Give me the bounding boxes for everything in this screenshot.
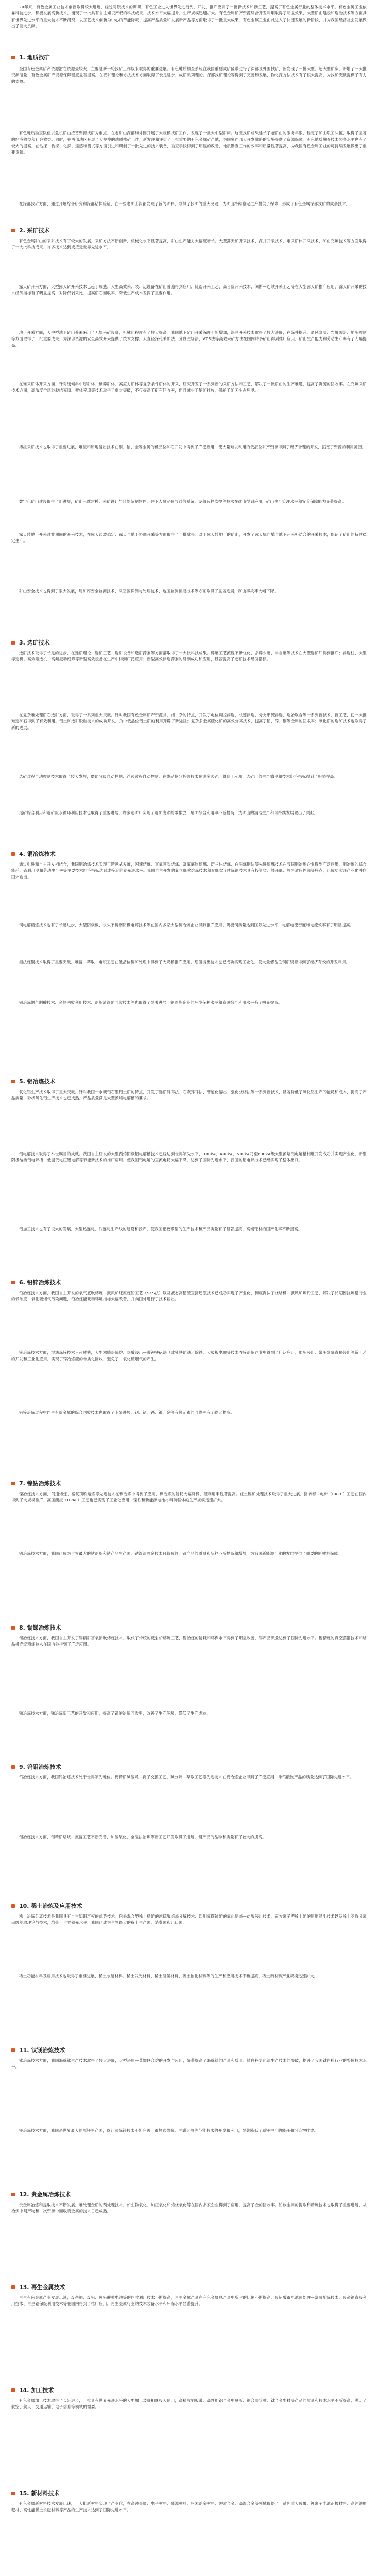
- section-title: 3. 选矿技术: [19, 639, 50, 646]
- section-title: 10. 稀土冶炼及应用技术: [19, 1903, 82, 1909]
- section-heading: [11, 638, 367, 650]
- section-paragraph: 有色地质勘查队伍以危机矿山接替资源找矿为重点，在老矿山深部和外围开展了大规模找矿工作，发现了一批大中型矿床。这些找矿成果延长了老矿山的服务年限，稳定了矿山职工队伍，取得了显著的经济效益和社会效益。同时，在西部地区开展了大规模的地质找矿工作，新发现和评价了一批重要的有色金属矿产地，为国家西部大开发战略的实施提供了资源保障。有色地质勘查技术装备水平也有了较大的提高，在钻探、物探、化探、遥感和测试等方面引进和研制了一批先进的技术装备，勘查手段得到了明显的改善，地质勘查工作的效率和质量显著提高，为我国有色金属工业的可持续发展做出了重要贡献。: [11, 131, 367, 155]
- section-paragraph: 在复杂难处理矿石选矿方面，取得了一系列重大突破。针对我国有色金属矿产资源贫、细、杂的特点，开发了电位调控浮选、快速浮选、分支串流浮选、选冶联合等一系列新技术、新工艺，使一大批难选矿石得到了有效利用。铝土矿选矿脱硅技术的成功开发，为中低品位铝土矿的利用开辟了新途径；复杂多金属硫化矿的高效分离技术，提高了铅、锌、铜等金属的回收率；氧化矿的选矿技术也取得了新的进展。: [11, 713, 367, 730]
- section-title: 4. 铜冶炼技术: [19, 851, 56, 857]
- section-paragraph: 数字化矿山建设取得了新进展，矿山三维建模、采矿设计与计划编制软件、井下人员定位与通信系统、设备远程监控等技术在矿山得到应用，矿山生产管理水平和安全保障能力显著提高。: [19, 499, 346, 504]
- section-title: 15. 新材料技术: [19, 2490, 60, 2497]
- heading-bullet-icon: [11, 1904, 15, 1908]
- section-heading: [11, 1278, 367, 1290]
- heading-bullet-icon: [11, 1626, 15, 1630]
- section-paragraph: 锡冶炼技术方面，我国自主开发了锡精矿富氧顶吹熔炼技术，取代了传统的反射炉熔炼工艺，锡冶炼的能耗和环保水平得到了明显改善，锡产品质量达到了国际先进水平。锡精炼的真空蒸馏技术和结晶机连续精炼技术在国内外得到了广泛应用。: [11, 1636, 367, 1647]
- section-title: 13. 再生金属技术: [19, 2284, 65, 2291]
- heading-bullet-icon: [11, 1080, 15, 1083]
- heading-bullet-icon: [11, 2388, 15, 2392]
- section-paragraph: 稀土功能材料及应用技术也取得了重要进展，稀土永磁材料、稀土发光材料、稀土储氢材料、稀土催化材料等的生产和应用技术不断提高，稀土新材料产业规模迅速扩大。: [19, 1974, 318, 1978]
- section-title: 14. 加工技术: [19, 2387, 54, 2394]
- section-paragraph: 露天转地下开采过渡期间的开采技术，在露天边坡稳定、露天与地下协调开采等方面取得了一批成果。对于露天转地下的矿山，开发了露天坑回填与地下开采相结合的开采技术，保证了矿山的持续稳定生产。: [11, 532, 367, 544]
- section-paragraph: 镁冶炼技术方面，我国是世界最大的原镁生产国，皮江法炼镁技术不断完善，蓄热式燃烧、竖罐还原等节能技术的开发和应用，显著降低了原镁生产的能耗和污染物排放。: [19, 2128, 318, 2133]
- section-paragraph: 钛冶炼技术方面，我国海绵钛生产技术取得了较大进展，大型还原—蒸馏联合炉的开发与应用，显著提高了海绵钛的产量和质量。钛白粉氯化法生产技术的突破，提升了我国钛白粉行业的整体技术水平。: [11, 2058, 367, 2070]
- section-title: 8. 锡锑冶炼技术: [19, 1624, 61, 1631]
- section-title: 12. 贵金属冶炼技术: [19, 2191, 71, 2198]
- heading-bullet-icon: [11, 2492, 15, 2495]
- heading-bullet-icon: [11, 1482, 15, 1485]
- section-paragraph: 再生有色金属产业发展迅速，废杂铜、废铝、废铅酸蓄电池等的回收利用技术不断提高，再生金属产量在有色金属总产量中所占的比例不断提高。废铅酸蓄电池预处理—富氧熔炼技术、废杂铜直接利用技术、再生铝保级利用技术等在国内得到了推广应用，再生金属行业的技术装备水平和环保水平显著提升。: [11, 2295, 367, 2307]
- heading-bullet-icon: [11, 641, 15, 645]
- section-title: 11. 钛镁冶炼技术: [19, 2047, 65, 2054]
- section-heading: [11, 1077, 367, 1089]
- section-paragraph: 铜电解精炼技术也有了长足进步，大型阴极板、永久不锈钢阴极电解技术等在国内多家大型铜冶炼企业得到推广应用，阴极铜质量达到国际先进水平，电解电流密度和电流效率有了明显提高。: [19, 923, 354, 927]
- section-paragraph: 湿法炼铜技术取得了重要突破，堆浸—萃取—电积工艺在低品位铜矿处理中得到了大规模推广应用，细菌浸出技术也已成功实现工业化，使大量低品位铜矿资源得到了经济有效的开发利用。: [19, 960, 350, 964]
- section-heading: [11, 1479, 367, 1491]
- section-paragraph: 矿山安全技术也得到了很大发展，尾矿库安全监测技术、采空区探测与处理技术、地压监测预报技术等方面取得了显著进展，矿山事故率大幅下降。: [19, 589, 279, 594]
- section-heading: [11, 1623, 367, 1635]
- section-heading: [11, 1762, 367, 1774]
- section-title: 7. 镍钴冶炼技术: [19, 1480, 61, 1487]
- section-paragraph: 地下开采方面，大中型地下矿山普遍采用了无轨采矿设备，机械化程度有了较大提高。我国地下矿山开采深度不断增加，深井开采技术取得了较大进展，在深井提升、通风降温、岩爆防治、地压控制等方面取得了一批重要成果，为深部资源的安全高效开采提供了技术支撑。大直径深孔采矿法、分段空场法、VCR法等高效采矿方法在国内许多矿山得到推广应用，矿山生产能力和劳动生产率有了大幅提高。: [11, 330, 367, 348]
- heading-bullet-icon: [11, 2285, 15, 2289]
- section-title: 5. 铝冶炼技术: [19, 1078, 56, 1085]
- section-paragraph: 通过引进和自主开发相结合，我国铜冶炼技术实现了跨越式发展，闪速熔炼、富氧顶吹熔炼、富氧底吹熔炼、诺兰达熔炼、白银炼铜法等先进熔炼技术在我国铜冶炼企业得到广泛应用，铜冶炼的综合能耗、硫利用率和劳动生产率等主要技术经济指标达到或接近世界先进水平。我国自主开发的氧气底吹熔炼技术和双底吹连续炼铜技术具有投资省、能耗低、原料适应性强等特点，已成功实现产业化并向国外输出。: [11, 862, 367, 879]
- section-heading: [11, 2385, 367, 2398]
- section-paragraph: 在深部找矿方面，通过开展综合研究和深部钻探验证，在一些老矿山深部发现了新的矿体，取得了找矿的重大突破，为矿山持续稳定生产提供了保障，形成了有色金属深部找矿的成套技术。: [19, 201, 350, 206]
- section-paragraph: 铝电解技术取得了举世瞩目的成就。我国自主研发的大型预焙阳极铝电解槽技术已经达到世界领先水平，300kA、400kA、500kA乃至600kA级大型预焙铝电解槽相继开发成功并实现产业化，新型阴极结构铝电解槽、低温低电压铝电解等节能新技术的推广应用，使我国铝电解的直流电耗大幅下降，达到了国际先进水平，我国的铝电解技术已经实现了整体出口。: [11, 1151, 367, 1163]
- section-paragraph: 全国有色金属矿产资源潜在资源量较大，主要是新一轮找矿工作以来取得的重要进展。有色地质勘查系统在我国重要成矿区带进行了深部及外围找矿，新发现了一批大型、超大型矿床，新增了一大批资源储量，有色金属矿产资源保障程度显著提高。在找矿理论和方法技术方面取得了长足进步，成矿系列理论、深部找矿理论等得到了完善和发展，物化探方法技术有了很大提高，为找矿突破提供了有力的支撑。: [11, 66, 367, 84]
- section-paragraph: 铜冶炼烟气制酸技术、余热回收利用技术、冶炼渣选矿回收技术等也取得了显著进展，铜冶炼企业的环境保护水平和资源综合利用水平有了明显提高。: [19, 1000, 282, 1005]
- section-title: 2. 采矿技术: [19, 227, 50, 234]
- section-paragraph: 溶浸采矿技术也取得了重要进展，堆浸和原地浸出技术在铜、铀、金等金属的低品位矿石开发中得到了广泛应用，使大量难以利用的低品位矿产资源得到了经济合理的开发，拓宽了资源的利用范围。: [19, 445, 366, 449]
- section-paragraph: 选矿技术取得了长足的进步，在选矿理论、选矿工艺、选矿设备和选矿药剂等方面都取得了一大批科技成果。碎磨工艺流程不断优化，多碎少磨、半自磨等技术在大型选矿厂得到推广；浮选柱、大型浮选机、高效磁选机、高频振动细筛等新型高效设备在生产中得到广泛应用；新型高效浮选药剂的研制成功和应用，显著提高了选矿技术经济指标。: [11, 651, 367, 662]
- section-title: 1. 地质找矿: [19, 54, 50, 61]
- section-paragraph: 露天矿开采方面，大型露天矿开采技术已趋于成熟，大型高效采、装、运设备在矿山普遍得到应用，陡帮开采工艺、高台阶开采技术、间断—连续开采工艺等在大型露天矿推广应用，露天矿开采的技术经济指标有了明显提高，对降低剥采比、提高矿石回收率、降低生产成本发挥了重要作用。: [11, 284, 367, 296]
- heading-bullet-icon: [11, 1281, 15, 1284]
- section-paragraph: 镍冶炼技术方面，闪速熔炼、富氧顶吹熔炼等先进技术在镍冶炼中得到了应用，镍冶炼的能耗大幅降低，硫利用率显著提高。红土镍矿处理技术取得了重大进展，回转窑—电炉（RKEF）工艺在国内得到了大规模推广，高压酸浸（HPAL）工艺也已实现了工业化应用，镍铁和新能源电池材料前驱体的生产规模迅速扩大。: [11, 1492, 367, 1503]
- section-paragraph: 选矿过程自动控制技术取得了较大发展，磨矿分级自动控制、浮选过程自动控制、在线品位分析等技术在许多选矿厂得到了应用，选矿厂的生产效率和技术经济指标得到了明显提高。: [19, 774, 338, 779]
- section-paragraph: 贵金属冶炼和提取技术不断发展，难处理金矿的预处理技术，如生物氧化、加压氧化和焙烧氧化等在国内多家企业得到了应用，提高了金的回收率。铂族金属的提取和精炼技术也取得了重要进展，从冶炼中间产物和二次资源中回收贵金属的技术日趋成熟。: [11, 2202, 367, 2214]
- section-paragraph: 稀土冶炼分离技术是我国具有自主知识产权的优势技术。包头混合型稀土精矿的浓硫酸焙烧分解技术、四川氟碳铈矿的氧化焙烧—盐酸浸出技术、南方离子型稀土矿的原地浸出技术以及稀土萃取分离串级萃取理论与技术，均处于世界领先水平，我国已成为世界最大的稀土生产国、消费国和出口国。: [11, 1914, 367, 1925]
- heading-bullet-icon: [11, 852, 15, 856]
- section-heading: [11, 849, 367, 861]
- heading-bullet-icon: [11, 2193, 15, 2196]
- section-heading: [11, 53, 367, 65]
- section-heading: [11, 2045, 367, 2058]
- heading-bullet-icon: [11, 56, 15, 59]
- section-paragraph: 钼冶炼技术方面，钼精矿焙烧—氨浸工艺不断完善，加压氧化、全湿法冶炼等新工艺开发取得了进展，钼产品的品种和质量有了较大的提高。: [19, 1835, 266, 1839]
- section-heading: [11, 2488, 367, 2501]
- section-title: 9. 钨钼冶炼技术: [19, 1764, 61, 1770]
- section-paragraph: 尾矿综合利用和选矿废水循环利用技术也取得了重要进展，许多选矿厂实现了选矿废水的零排放，尾矿综合利用率不断提高，为矿山的清洁生产和可持续发展做出了贡献。: [19, 810, 318, 815]
- intro-paragraph: 20年来，有色金属工业技术创新取得较大进展，经过对原技术的调研，有色工业进入世界先进行列，开发、推广应用了一批新技术和新工艺，提高了有色金属行业的整体技术水平。有色金属工业依靠科技进步，积极发展高新技术，涌现了一批具有自主知识产权的科技成果，技术水平大幅提升，生产规模迅速扩大。有色金属矿产资源综合开发利用取得了明显效果，大型矿山建设和选冶技术等方面具有世界先进水平的重大技术不断涌现，以工艺技术创新为中心的节能降耗、提高产品质量和发展新产品等方面取得了一批重大成果，有色金属工业由此进入了快速发展的新阶段，并为我国经济社会发展做出了巨大贡献。: [11, 5, 367, 28]
- section-paragraph: 钴冶炼技术方面，我国已成为世界最大的钴冶炼和钴产品生产国，钴湿法冶金技术日趋成熟，钴产品的质量和品种不断提高和增加，为我国新能源产业的发展提供了重要的原材料保障。: [19, 1551, 342, 1556]
- section-heading: [11, 226, 367, 238]
- section-paragraph: 钨冶炼技术方面，我国钨冶炼技术处于世界领先地位。钨精矿碱压煮—离子交换工艺、碱分解—萃取工艺等先进技术在钨冶炼企业得到了广泛应用，仲钨酸铵产品的质量达到了国际先进水平。: [19, 1775, 354, 1780]
- section-paragraph: 铝加工技术也有了很大的发展，大型热连轧、冷连轧生产线的建设和投产，使我国铝板带箔的生产技术和产品质量有了显著提高，高端铝材的国产化率不断提高。: [19, 1227, 302, 1231]
- section-heading: [11, 2282, 367, 2295]
- heading-bullet-icon: [11, 1765, 15, 1769]
- section-paragraph: 有色金属矿山的采矿技术有了较大的发展，采矿方法不断创新，机械化水平显著提高，矿山生产能力大幅度增长。大型露天矿开采技术、深井开采技术、难采矿体开采技术、矿山充填技术等方面取得了一大批科技成果，许多技术达到或接近世界先进水平。: [11, 239, 367, 250]
- section-paragraph: 铅锌冶炼过程中伴生有价金属的综合回收技术也取得了明显进展，铟、锗、镉、银、金等有价元素的回收率有了较大提高。: [19, 1410, 234, 1415]
- section-paragraph: 锌冶炼技术方面，湿法炼锌技术日趋成熟，大型沸腾焙烧炉、热酸浸出—黄钾铁矾法（或针铁矿法）除铁、大极板电解等技术在锌冶炼企业中得到了广泛应用；加压浸出、常压富氧直接浸出等新工艺的开发和工业化应用，实现了锌冶炼硫的单质化回收，避免了二氧化硫烟气的产生。: [11, 1350, 367, 1362]
- heading-bullet-icon: [11, 229, 15, 232]
- section-paragraph: 有色金属加工技术取得了长足进步，一批具有世界先进水平的大型加工装备相继投入使用，高精度铜板带、高性能铝合金中厚板、铜合金管材、钛合金型材等产品的质量和技术水平不断提高，满足了航空、航天、交通运输、电子信息等领域的需要。: [11, 2398, 367, 2410]
- section-title: 6. 铅锌冶炼技术: [19, 1279, 61, 1286]
- section-paragraph: 氧化铝生产技术取得了重大突破。针对我国一水硬铝石型铝土矿的特点，开发了选矿拜耳法、石灰拜耳法、管道化溶出、强化烧结法等一系列新技术，显著降低了氧化铝生产的能耗和成本，提高了产品质量，砂状氧化铝生产技术也已成熟，产品质量满足大型预焙电解槽的要求。: [11, 1090, 367, 1101]
- section-paragraph: 铅冶炼技术方面，我国自主开发的氧气底吹熔炼—鼓风炉还原炼铅工艺（SKS法）以及液态高铅渣直接还原技术已成功实现了产业化，彻底淘汰了烧结机—鼓风炉炼铅工艺，解决了长期困扰炼铅行业的低浓度二氧化硫烟气污染问题，铅冶炼能耗和环境指标大幅改善，并向国外进行了技术输出。: [11, 1291, 367, 1302]
- heading-bullet-icon: [11, 2048, 15, 2052]
- section-paragraph: 有色金属新材料技术发展迅速，一大批新材料实现了产业化，在高纯金属、电子材料、能源材料、粉末冶金材料、硬质合金、高温合金等领域取得了一系列重大成果。锂离子电池正极材料、高纯溅射靶材、高性能稀土永磁材料等产品的生产技术达到了国际先进水平。: [11, 2501, 367, 2513]
- section-paragraph: 锑冶炼技术方面，锑冶炼新工艺的开发和应用，提高了锑的冶炼回收率，改善了生产环境，降低了生产成本。: [19, 1711, 211, 1716]
- section-paragraph: 在难采矿体开采方面，针对缓倾斜中厚矿体、破碎矿体、高应力矿体等复杂条件矿体的开采，研究开发了一系列新的采矿方法和工艺，解决了一批矿山的生产难题，提高了资源的回收率。在充填采矿技术方面，高浓度全尾砂胶结充填、膏体充填等技术取得了重大突破，不仅提高了矿石回收率，而且减少了尾矿排放，保护了矿区生态环境。: [11, 382, 367, 393]
- section-heading: [11, 1901, 367, 1913]
- section-heading: [11, 2190, 367, 2202]
